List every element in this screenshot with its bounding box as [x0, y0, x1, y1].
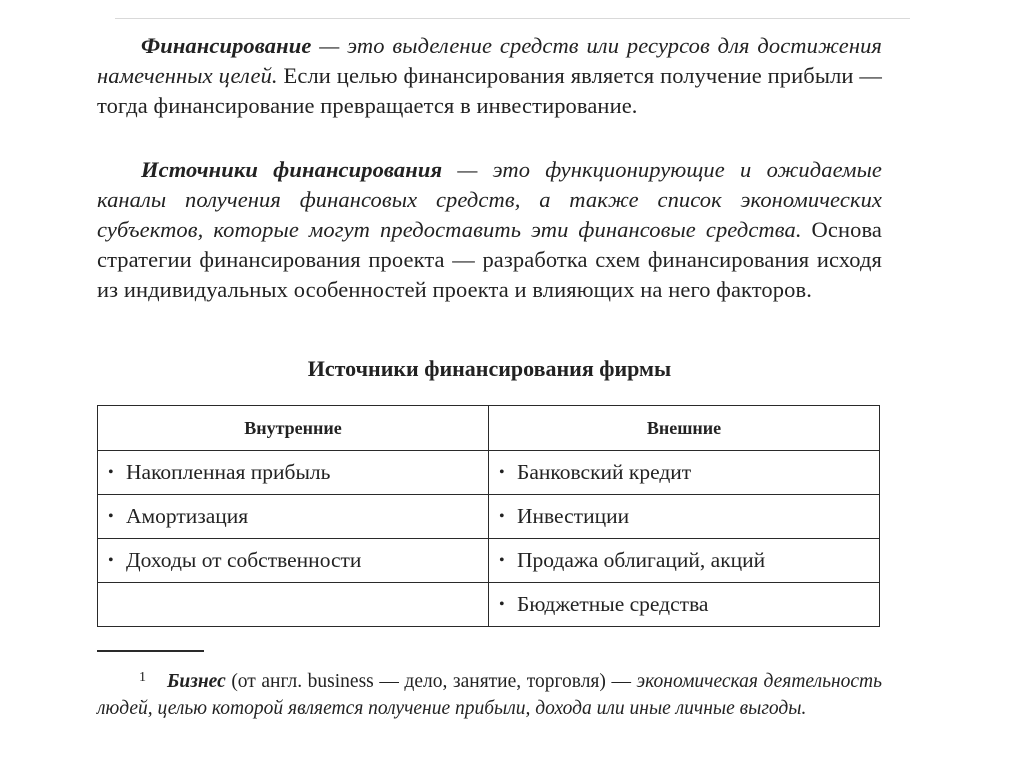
financing-sources-table [97, 405, 880, 627]
paragraph-financing-definition [97, 31, 882, 121]
cell-text: Продажа облигаций, акций [517, 548, 766, 572]
table-cell-internal [98, 451, 489, 495]
paragraph-sources-definition [97, 155, 882, 305]
table-title: Источники финансирования фирмы [307, 356, 672, 381]
table-cell-external [489, 495, 880, 539]
table-cell-external [489, 451, 880, 495]
cell-text: Банковский кредит [517, 460, 692, 484]
footnote-mark: 1 [139, 670, 146, 685]
bullet-icon: • [108, 508, 114, 525]
cell-text: Бюджетные средства [517, 592, 709, 616]
bullet-icon: • [499, 596, 505, 613]
table-cell-external [489, 539, 880, 583]
bullet-icon: • [499, 552, 505, 569]
table-header-row [98, 406, 880, 451]
table-row [98, 539, 880, 583]
table-cell-external [489, 583, 880, 627]
header-external: Внешние [489, 406, 880, 451]
bullet-icon: • [499, 464, 505, 481]
term-sources: Источники финансирования [141, 157, 443, 182]
cell-text: Амортизация [126, 504, 249, 528]
footnote-text: (от англ. business — дело, занятие, торговля) — [231, 671, 631, 692]
table-cell-internal-empty [98, 583, 489, 627]
footnote-divider [97, 650, 204, 652]
term-financing: Финансирование [141, 33, 312, 58]
bullet-icon: • [499, 508, 505, 525]
paragraph2-rest: Основа стратегии финансирования проекта — разработка схем финансирования исходя из индивидуальных особенностей проекта и влияющих на него факторов. [97, 217, 882, 302]
header-internal: Внутренние [98, 406, 489, 451]
bullet-icon: • [108, 552, 114, 569]
cell-text: Доходы от собственности [126, 548, 362, 572]
cell-text: Накопленная прибыль [126, 460, 331, 484]
footnote [97, 664, 882, 722]
definition-business: экономическая деятельность людей, целью которой является получение прибыли, дохода или иные личные выгоды. [97, 671, 883, 719]
top-divider [115, 18, 910, 19]
table-row [98, 583, 880, 627]
table-cell-internal [98, 495, 489, 539]
bullet-icon: • [108, 464, 114, 481]
cell-text: Инвестиции [517, 504, 630, 528]
table-row [98, 451, 880, 495]
table-cell-internal [98, 539, 489, 583]
term-business: Бизнес [167, 671, 226, 692]
definition-financing: — это выделение средств или ресурсов для достижения намеченных целей. [97, 33, 882, 88]
definition-sources: — это функционирующие и ожидаемые каналы получения финансовых средств, а также список экономических субъектов, которые могут предоставить эти финансовые средства. [97, 157, 882, 242]
paragraph1-rest: Если целью финансирования является получение прибыли — тогда финансирование превращается в инвестирование. [97, 63, 882, 118]
table-row [98, 495, 880, 539]
